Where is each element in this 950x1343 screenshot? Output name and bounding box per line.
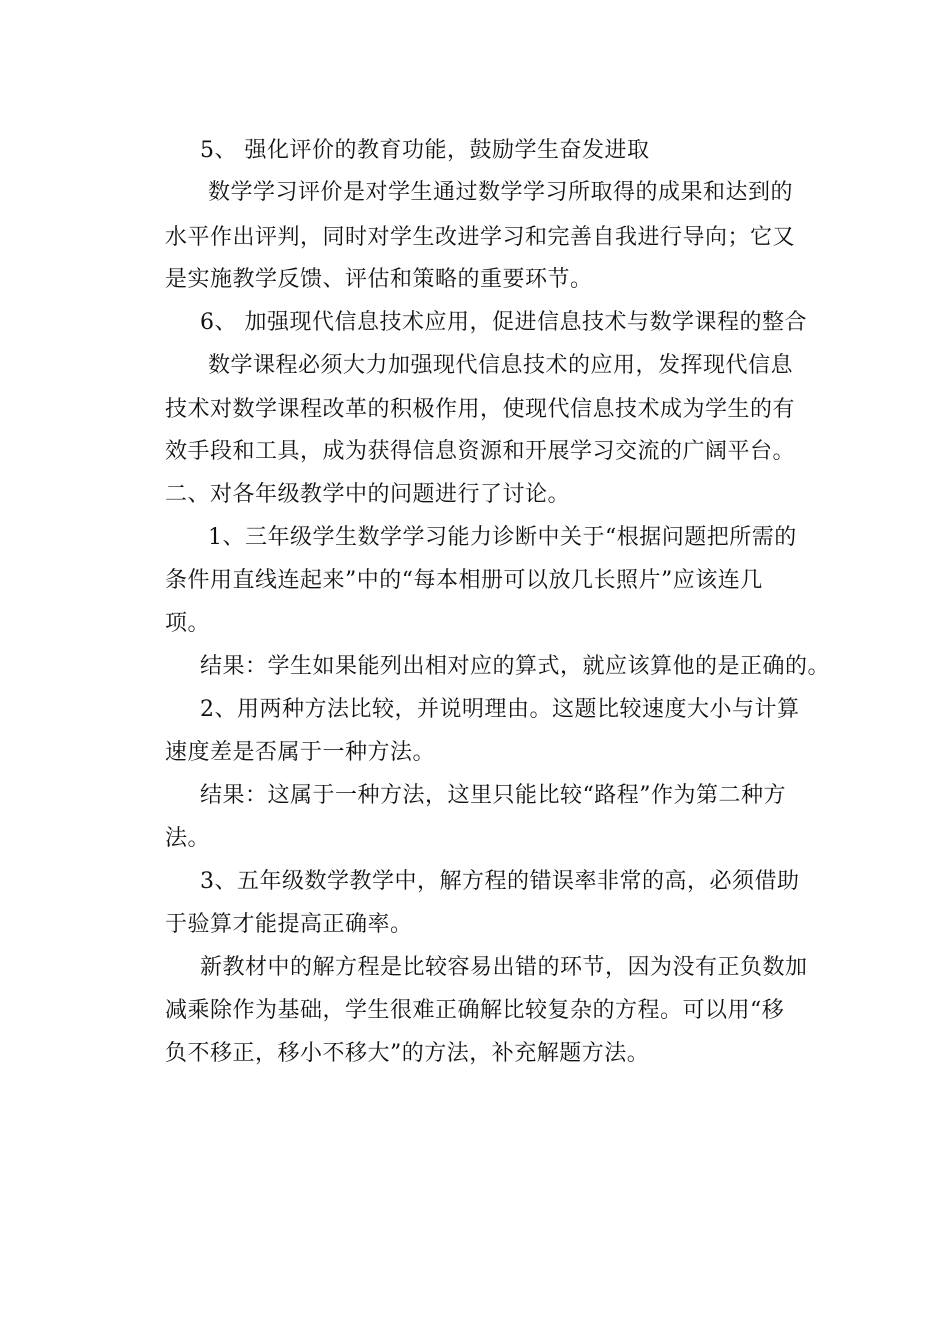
paragraph-line: 数学课程必须大力加强现代信息技术的应用，发挥现代信息 (208, 353, 794, 378)
paragraph-line: 3、五年级数学教学中，解方程的错误率非常的高，必须借助 (200, 869, 800, 894)
paragraph-line: 减乘除作为基础，学生很难正确解比较复杂的方程。可以用“移 (165, 998, 785, 1023)
paragraph-line: 法。 (165, 826, 211, 851)
paragraph-line: 条件用直线连起来”中的“每本相册可以放几长照片”应该连几 (165, 568, 763, 593)
paragraph-line: 技术对数学课程改革的积极作用，使现代信息技术成为学生的有 (165, 397, 796, 422)
paragraph-line: 新教材中的解方程是比较容易出错的环节，因为没有正负数加 (200, 955, 808, 980)
paragraph-line: 于验算才能提高正确率。 (165, 912, 413, 937)
paragraph-line: 2、用两种方法比较，并说明理由。这题比较速度大小与计算 (200, 697, 800, 722)
paragraph-line: 效手段和工具，成为获得信息资源和开展学习交流的广阔平台。 (165, 439, 796, 464)
result-line: 结果：学生如果能列出相对应的算式，就应该算他的是正确的。 (200, 654, 831, 679)
paragraph-line: 1、三年级学生数学学习能力诊断中关于“根据问题把所需的 (208, 525, 797, 550)
paragraph-line: 速度差是否属于一种方法。 (165, 740, 436, 765)
result-line: 结果：这属于一种方法，这里只能比较“路程”作为第二种方 (200, 783, 786, 808)
section-heading-5: 5、 强化评价的教育功能，鼓励学生奋发进取 (200, 138, 650, 163)
paragraph-line: 水平作出评判，同时对学生改进学习和完善自我进行导向；它又 (165, 225, 796, 250)
paragraph-line: 负不移正，移小不移大”的方法，补充解题方法。 (165, 1041, 650, 1066)
paragraph-line: 数学学习评价是对学生通过数学学习所取得的成果和达到的 (208, 180, 794, 205)
section-heading-2: 二、对各年级教学中的问题进行了讨论。 (165, 482, 571, 507)
paragraph-line: 是实施教学反馈、评估和策略的重要环节。 (165, 267, 593, 292)
paragraph-line: 项。 (165, 611, 211, 636)
section-heading-6: 6、 加强现代信息技术应用，促进信息技术与数学课程的整合 (200, 310, 807, 335)
